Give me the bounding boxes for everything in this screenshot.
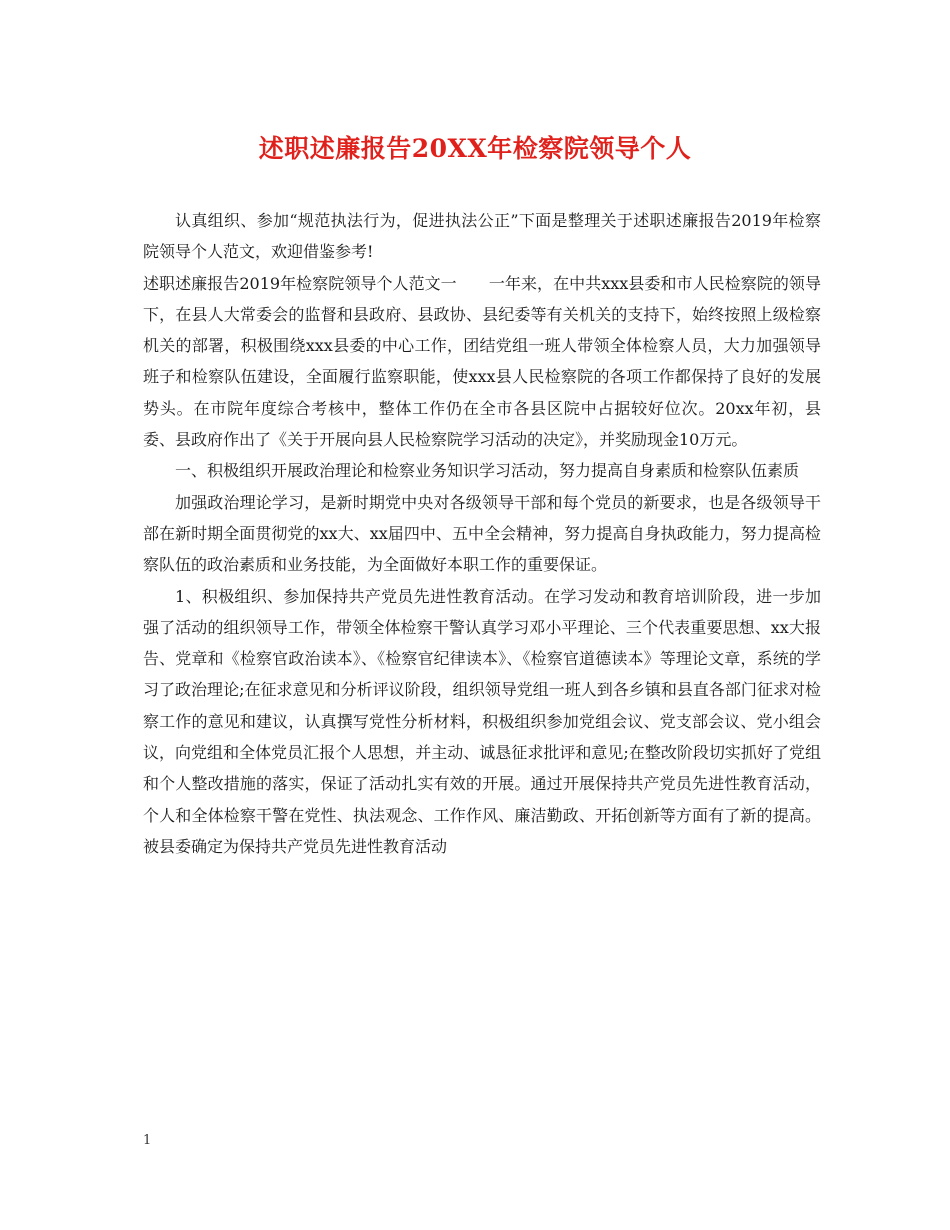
document-title: 述职述廉报告20XX年检察院领导个人	[258, 134, 692, 163]
section-heading-1: 一、积极组织开展政治理论和检察业务知识学习活动，努力提高自身素质和检察队伍素质	[175, 461, 800, 481]
body-paragraph-3: 1、积极组织、参加保持共产党员先进性教育活动。在学习发动和教育培训阶段，进一步加强了活动的组织领导工作，带领全体检察干警认真学习邓小平理论、三个代表重要思想、xx大报告、党章和《检察官政治读本》、《检察官纪律读本》、《检察官道德读本》等理论文章，系统的学习了政治理论;在征求意见和分析评议阶段，组织领导党组一班人到各乡镇和县直各部门征求对检察工作的意见和建议，认真撰写党性分析材料，积极组织参加党组会议、党支部会议、党小组会议，向党组和全体党员汇报个人思想，并主动、诚恳征求批评和意见;在整改阶段切实抓好了党组和个人整改措施的落实，保证了活动扎实有效的开展。通过开展保持共产党员先进性教育活动，个人和全体检察干警在党性、执法观念、工作作风、廉洁勤政、开拓创新等方面有了新的提高。被县委确定为保持共产党员先进性教育活动	[143, 586, 821, 856]
document-body	[143, 205, 821, 862]
intro-paragraph: 认真组织、参加“规范执法行为，促进执法公正”下面是整理关于述职述廉报告2019年检察院领导个人范文，欢迎借鉴参考!	[143, 211, 821, 262]
body-paragraph-2: 加强政治理论学习，是新时期党中央对各级领导干部和每个党员的新要求，也是各级领导干部在新时期全面贯彻党的xx大、xx届四中、五中全会精神，努力提高自身执政能力，努力提高检察队伍的政治素质和业务技能，为全面做好本职工作的重要保证。	[143, 492, 821, 575]
page-number: 1	[143, 1133, 152, 1148]
body-paragraph-1: 述职述廉报告2019年检察院领导个人范文一 一年来，在中共xxx县委和市人民检察院的领导下，在县人大常委会的监督和县政府、县政协、县纪委等有关机关的支持下，始终按照上级检察机关的部署，积极围绕xxx县委的中心工作，团结党组一班人带领全体检察人员，大力加强领导班子和检察队伍建设，全面履行监察职能，使xxx县人民检察院的各项工作都保持了良好的发展势头。在市院年度综合考核中，整体工作仍在全市各县区院中占据较好位次。20xx年初，县委、县政府作出了《关于开展向县人民检察院学习活动的决定》，并奖励现金10万元。	[143, 273, 821, 450]
